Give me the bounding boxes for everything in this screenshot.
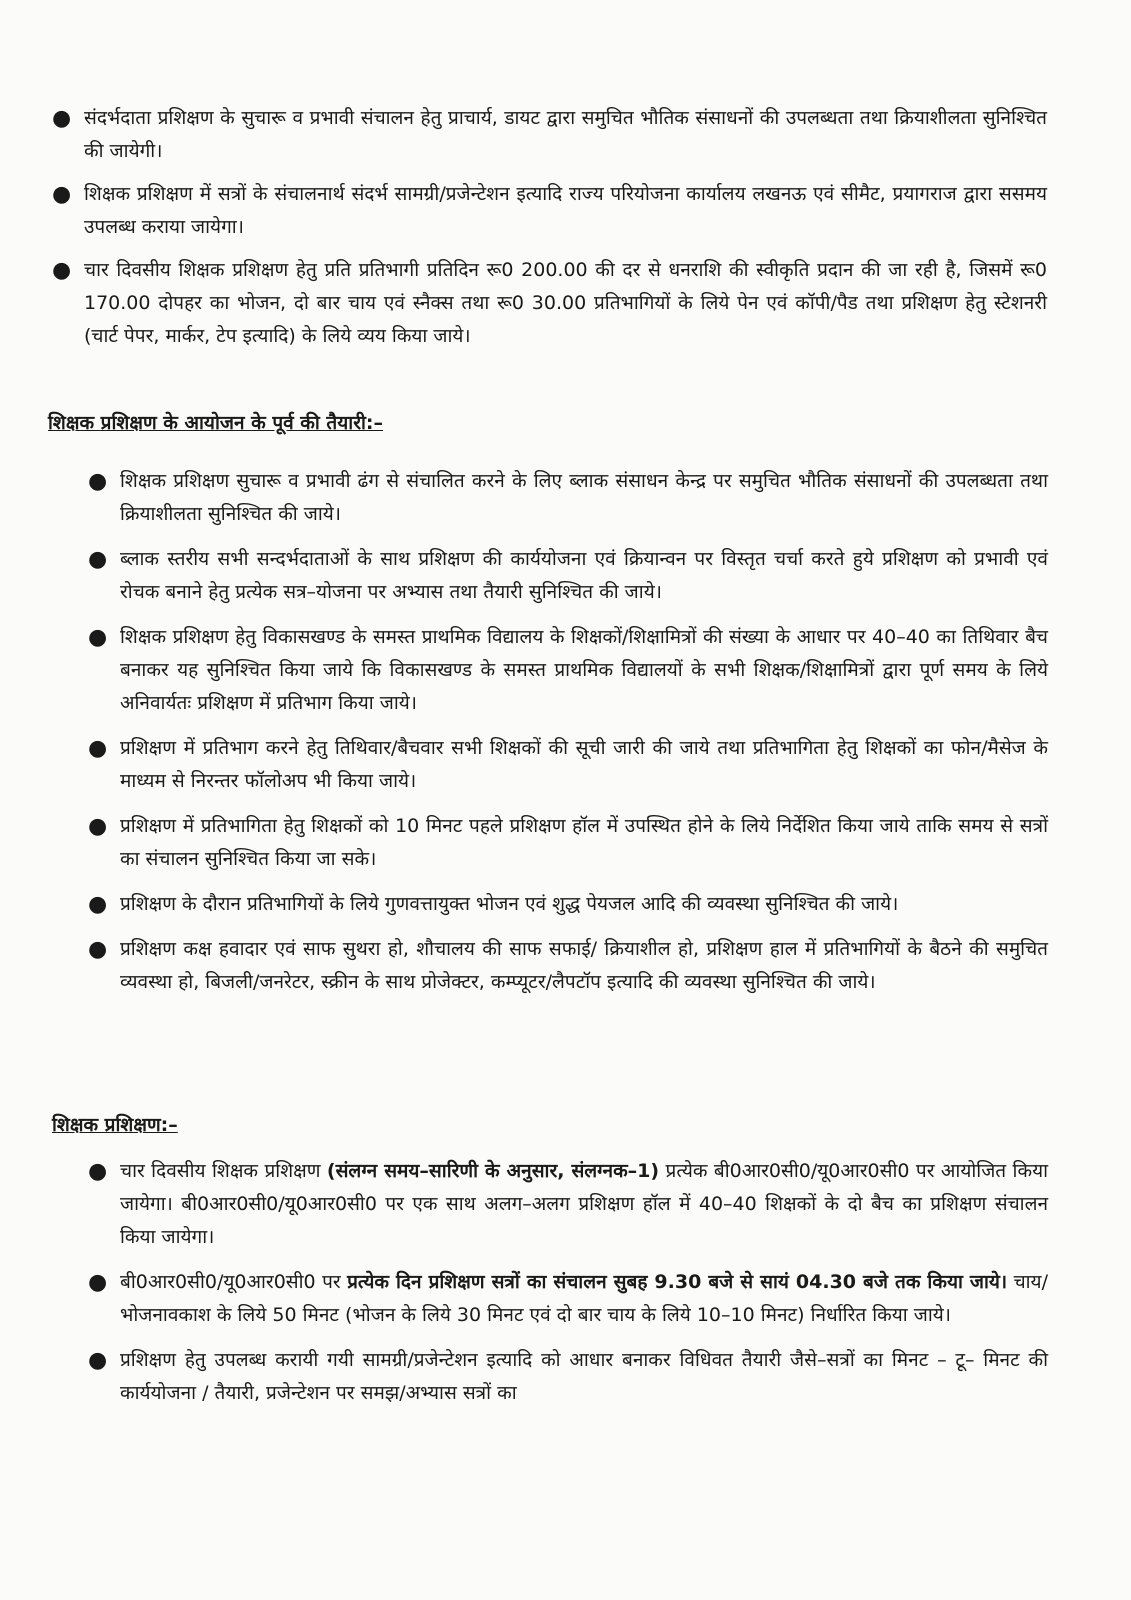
- bullet-icon: ●: [88, 1348, 108, 1373]
- list-item-text: संदर्भदाता प्रशिक्षण के सुचारू व प्रभावी संचालन हेतु प्राचार्य, डायट द्वारा समुचित भौतिक संसाधनों की उपलब्धता तथा क्रियाशीलता सुनिश्चित की जायेगी।: [84, 107, 1047, 162]
- bullet-icon: ●: [52, 182, 72, 207]
- bullet-icon: ●: [88, 736, 108, 761]
- bullet-icon: ●: [88, 1270, 108, 1295]
- list-item: [88, 888, 1048, 921]
- bullet-icon: ●: [88, 1159, 108, 1184]
- list-item-text: प्रत्येक बी0आर0सी0/यू0आर0सी0 पर आयोजित किया जायेगा। बी0आर0सी0/यू0आर0सी0 पर एक साथ अलग–अलग प्रशिक्षण हॉल में 40–40 शिक्षकों के दो बैच का प्रशिक्षण संचालन किया जायेगा।: [120, 1160, 1049, 1248]
- list-item-text: शिक्षक प्रशिक्षण सुचारू व प्रभावी ढंग से संचालित करने के लिए ब्लाक संसाधन केन्द्र पर समुचित भौतिक संसाधनों की उपलब्धता तथा क्रियाशीलता सुनिश्चित की जाये।: [120, 470, 1048, 525]
- list-item: [88, 543, 1048, 609]
- list-item: [52, 178, 1047, 244]
- bullet-icon: ●: [88, 814, 108, 839]
- list-item-text: प्रशिक्षण में प्रतिभाग करने हेतु तिथिवार/बैचवार सभी शिक्षकों की सूची जारी की जाये तथा प्रतिभागिता हेतु शिक्षकों का फोन/मैसेज के माध्यम से निरन्तर फॉलोअप भी किया जाये।: [120, 737, 1048, 792]
- bullet-icon: ●: [88, 469, 108, 494]
- list-item-text: ब्लाक स्तरीय सभी सन्दर्भदाताओं के साथ प्रशिक्षण की कार्ययोजना एवं क्रियान्वन पर विस्तृत चर्चा करते हुये प्रशिक्षण को प्रभावी एवं रोचक बनाने हेतु प्रत्येक सत्र–योजना पर अभ्यास तथा तैयारी सुनिश्चित की जाये।: [120, 548, 1048, 603]
- list-item-text: बी0आर0सी0/यू0आर0सी0 पर: [120, 1271, 348, 1293]
- bullet-icon: ●: [88, 547, 108, 572]
- list-item: [88, 621, 1048, 720]
- list-item: [88, 1155, 1048, 1254]
- list-item-bold-text: (संलग्न समय–सारिणी के अनुसार, संलग्नक–1): [326, 1160, 660, 1182]
- list-item-text: प्रशिक्षण के दौरान प्रतिभागियों के लिये गुणवत्तायुक्त भोजन एवं शुद्ध पेयजल आदि की व्यवस्था सुनिश्चित की जाये।: [120, 893, 899, 915]
- list-item-text: चार दिवसीय शिक्षक प्रशिक्षण: [120, 1160, 327, 1182]
- list-item: [88, 810, 1048, 876]
- list-item-text: प्रशिक्षण में प्रतिभागिता हेतु शिक्षकों को 10 मिनट पहले प्रशिक्षण हॉल में उपस्थित होने के लिये निर्देशित किया जाये ताकि समय से सत्रों का संचालन सुनिश्चित किया जा सके।: [120, 815, 1048, 870]
- list-item-text: शिक्षक प्रशिक्षण में सत्रों के संचालनार्थ संदर्भ सामग्री/प्रजेन्टेशन इत्यादि राज्य परियोजना कार्यालय लखनऊ एवं सीमैट, प्रयागराज द्वारा ससमय उपलब्ध कराया जायेगा।: [84, 183, 1047, 238]
- list-item-text: चार दिवसीय शिक्षक प्रशिक्षण हेतु प्रति प्रतिभागी प्रतिदिन रू0 200.00 की दर से धनराशि की स्वीकृति प्रदान की जा रही है, जिसमें रू0 170.00 दोपहर का भोजन, दो बार चाय एवं स्नैक्स तथा रू0 30.00 प्रतिभागियों के लिये पेन एवं कॉपी/पैड तथा प्रशिक्षण हेतु स्टेशनरी (चार्ट पेपर, मार्कर, टेप इत्यादि) के लिये व्यय किया जाये।: [84, 259, 1047, 347]
- section-heading-preparation: शिक्षक प्रशिक्षण के आयोजन के पूर्व की तैयारी:–: [48, 412, 383, 434]
- resource-provision-list: [52, 102, 1047, 363]
- list-item: [88, 732, 1048, 798]
- preparation-list: [88, 465, 1048, 1011]
- list-item-text: चाय/भोजनावकाश के लिये 50 मिनट (भोजन के लिये 30 मिनट एवं दो बार चाय के लिये 10–10 मिनट) निर्धारित किया जाये।: [120, 1271, 1048, 1326]
- list-item: [52, 102, 1047, 168]
- training-list: [88, 1155, 1048, 1422]
- list-item: [88, 465, 1048, 531]
- bullet-icon: ●: [88, 625, 108, 650]
- list-item-bold-text: प्रत्येक दिन प्रशिक्षण सत्रों का संचालन सुबह 9.30 बजे से सायं 04.30 बजे तक किया जाये।: [347, 1271, 1008, 1293]
- list-item: [88, 1344, 1048, 1410]
- list-item-text: प्रशिक्षण कक्ष हवादार एवं साफ सुथरा हो, शौचालय की साफ सफाई/ क्रियाशील हो, प्रशिक्षण हाल में प्रतिभागियों के बैठने की समुचित व्यवस्था हो, बिजली/जनरेटर, स्क्रीन के साथ प्रोजेक्टर, कम्प्यूटर/लैपटॉप इत्यादि की व्यवस्था सुनिश्चित की जाये।: [120, 938, 1048, 993]
- bullet-icon: ●: [52, 258, 72, 283]
- list-item-text: प्रशिक्षण हेतु उपलब्ध करायी गयी सामग्री/प्रजेन्टेशन इत्यादि को आधार बनाकर विधिवत तैयारी जैसे–सत्रों का मिनट – टू– मिनट की कार्ययोजना / तैयारी, प्रजेन्टेशन पर समझ/अभ्यास सत्रों का: [120, 1349, 1048, 1404]
- list-item: [88, 933, 1048, 999]
- list-item-text: शिक्षक प्रशिक्षण हेतु विकासखण्ड के समस्त प्राथमिक विद्यालय के शिक्षकों/शिक्षामित्रों की संख्या के आधार पर 40–40 का तिथिवार बैच बनाकर यह सुनिश्चित किया जाये कि विकासखण्ड के समस्त प्राथमिक विद्यालयों के सभी शिक्षक/शिक्षामित्रों द्वारा पूर्ण समय के लिये अनिवार्यतः प्रशिक्षण में प्रतिभाग किया जाये।: [120, 626, 1048, 714]
- list-item: [52, 254, 1047, 353]
- bullet-icon: ●: [52, 106, 72, 131]
- bullet-icon: ●: [88, 892, 108, 917]
- section-heading-training: शिक्षक प्रशिक्षण:–: [52, 1114, 178, 1136]
- bullet-icon: ●: [88, 937, 108, 962]
- list-item: [88, 1266, 1048, 1332]
